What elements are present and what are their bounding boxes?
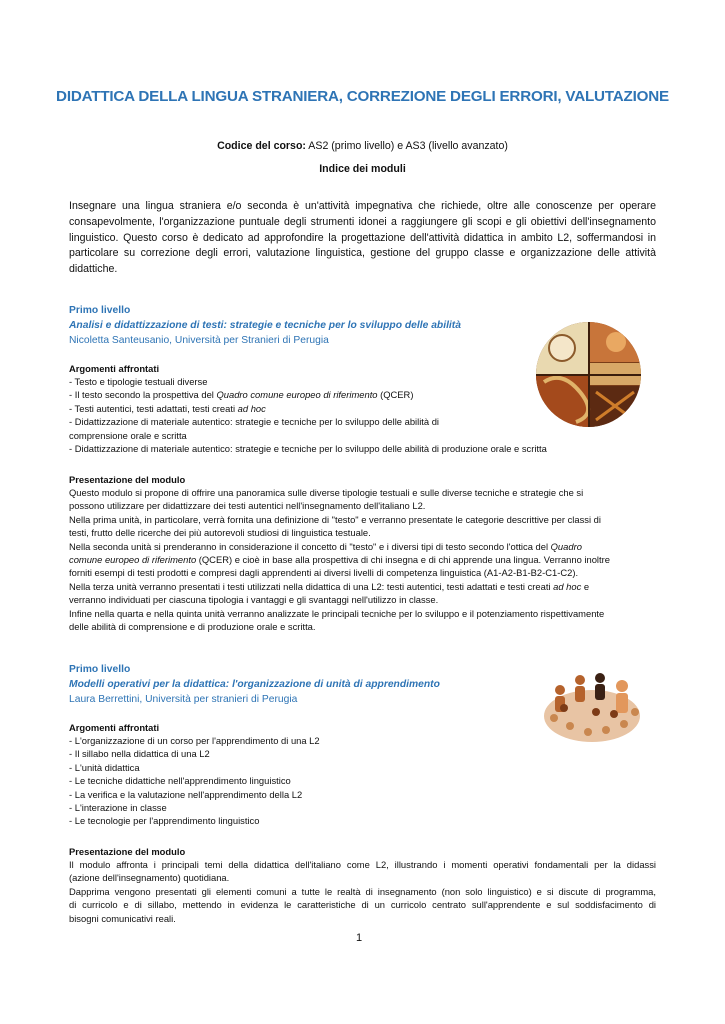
module-2-topic: - La verifica e la valutazione nell'apprendimento della L2 — [69, 788, 303, 800]
module-1-topics — [69, 362, 659, 455]
module-2-author: Laura Berrettini, Università per stranieri di Perugia — [69, 694, 298, 705]
module-1-topics-heading: Argomenti affrontati — [69, 363, 160, 374]
module-2-topic: - L'interazione in classe — [69, 802, 167, 814]
module-2-topic: - L'unità didattica — [69, 761, 140, 773]
module-2-topic: - Il sillabo nella didattica di una L2 — [69, 748, 210, 760]
module-1-subtitle: Analisi e didattizzazione di testi: strategie e tecniche per lo sviluppo delle abilità — [69, 320, 461, 331]
page-number: 1 — [356, 932, 363, 944]
module-1-topic: - Didattizzazione di materiale autentico: strategie e tecniche per lo sviluppo delle abilità di — [69, 416, 439, 428]
module-1-level: Primo livello — [69, 305, 131, 316]
module-2-topic: - L'organizzazione di un corso per l'apprendimento di una L2 — [69, 735, 320, 746]
course-code-label: Codice del corso: — [217, 140, 306, 152]
module-2-topic: - Le tecnologie per l'apprendimento linguistico — [69, 815, 260, 827]
module-1-topic: - Testi autentici, testi adattati, testi creati ad hoc — [69, 402, 266, 414]
module-1-presentation-heading: Presentazione del modulo — [69, 474, 186, 485]
intro-paragraph: Insegnare una lingua straniera e/o seconda è un'attività impegnativa che richiede, oltre alle conoscenze per operare consapevolmente, l'organizzazione puntuale degli strumenti idonei a raggiungere gli scopi e gli obiettivi dell'insegnamento linguistico. Questo corso è dedicato ad approfondire la progettazione dell'attività didattica in ambito L2, soffermandosi in particolare su correzione degli errori, valutazione linguistica, gestione del gruppo classe e organizzazione delle attività didattiche. — [69, 200, 656, 276]
module-2-topics-heading: Argomenti affrontati — [69, 722, 160, 733]
module-2-level: Primo livello — [69, 664, 131, 675]
course-code-value: AS2 (primo livello) e AS3 (livello avanzato) — [305, 140, 508, 152]
module-1-topic: - Testo e tipologie testuali diverse — [69, 376, 208, 387]
module-2-presentation-heading: Presentazione del modulo — [69, 846, 186, 857]
module-2-subtitle: Modelli operativi per la didattica: l'organizzazione di unità di apprendimento — [69, 679, 440, 690]
index-title: Indice dei moduli — [319, 163, 406, 175]
module-2-topic: - Le tecniche didattiche nell'apprendimento linguistico — [69, 775, 291, 787]
module-1-topic: - Didattizzazione di materiale autentico: strategie e tecniche per lo sviluppo delle abilità di produzione orale e scritta — [69, 443, 547, 455]
module-2-topics — [69, 721, 659, 828]
course-code — [0, 140, 725, 152]
page-title: DIDATTICA DELLA LINGUA STRANIERA, CORREZIONE DEGLI ERRORI, VALUTAZIONE — [56, 88, 669, 105]
module-2-presentation: Presentazione del modulo Il modulo affronta i principali temi della didattica dell'italiano come L2, illustrando i momenti operativi fondamentali per la didassi (azione dell'insegnamento) quotidiana. Dapprima vengono presentati gli elementi comuni a tutte le realtà di insegnamento (non solo linguistico) e si discute di programma, di curricolo e di sillabo, mettendo in evidenza le caratteristiche di un curricolo centrato sull'apprendente e sul soddisfacimento di bisogni comunicativi reali. — [69, 846, 656, 924]
module-1-presentation: Presentazione del modulo Questo modulo si propone di offrire una panoramica sulle diverse tipologie testuali e sulle diverse tecniche e strategie che si possono utilizzare per didattizzare dei testi autentici nell'insegnamento dell'italiano L2. Nella prima unità, in particolare, verrà fornita una definizione di "testo" e verranno presentate le categorie descrittive per classi di testi, frutto delle ricerche dei più autorevoli studiosi di linguistica testuale. Nella seconda unità si prenderanno in considerazione il concetto di "testo" e i diversi tipi di testo secondo l'ottica del Quadro comune europeo di riferimento (QCER) e cioè in base alla prospettiva di chi insegna e di chi apprende una lingua. Verranno inoltre forniti esempi di testi prodotti e compresi dagli apprendenti ai diversi livelli di competenza linguistica (A1-A2-B1-B2-C1-C2). Nella terza unità verranno presentati i testi utilizzati nella didattica di una L2: testi autentici, testi adattati e testi creati ad hoc e verranno individuati per ciascuna tipologia i vantaggi e gli svantaggi nell'utilizzo in classe. Infine nella quarta e nella quinta unità verranno analizzate le principali tecniche per lo sviluppo e il potenziamento rispettivamente delle abilità di comprensione e di produzione orale e scritta. — [69, 473, 654, 633]
module-1-author: Nicoletta Santeusanio, Università per Stranieri di Perugia — [69, 335, 329, 346]
module-1-topic: comprensione orale e scritta — [69, 429, 187, 441]
module-1-topic: - Il testo secondo la prospettiva del Quadro comune europeo di riferimento (QCER) — [69, 389, 414, 401]
